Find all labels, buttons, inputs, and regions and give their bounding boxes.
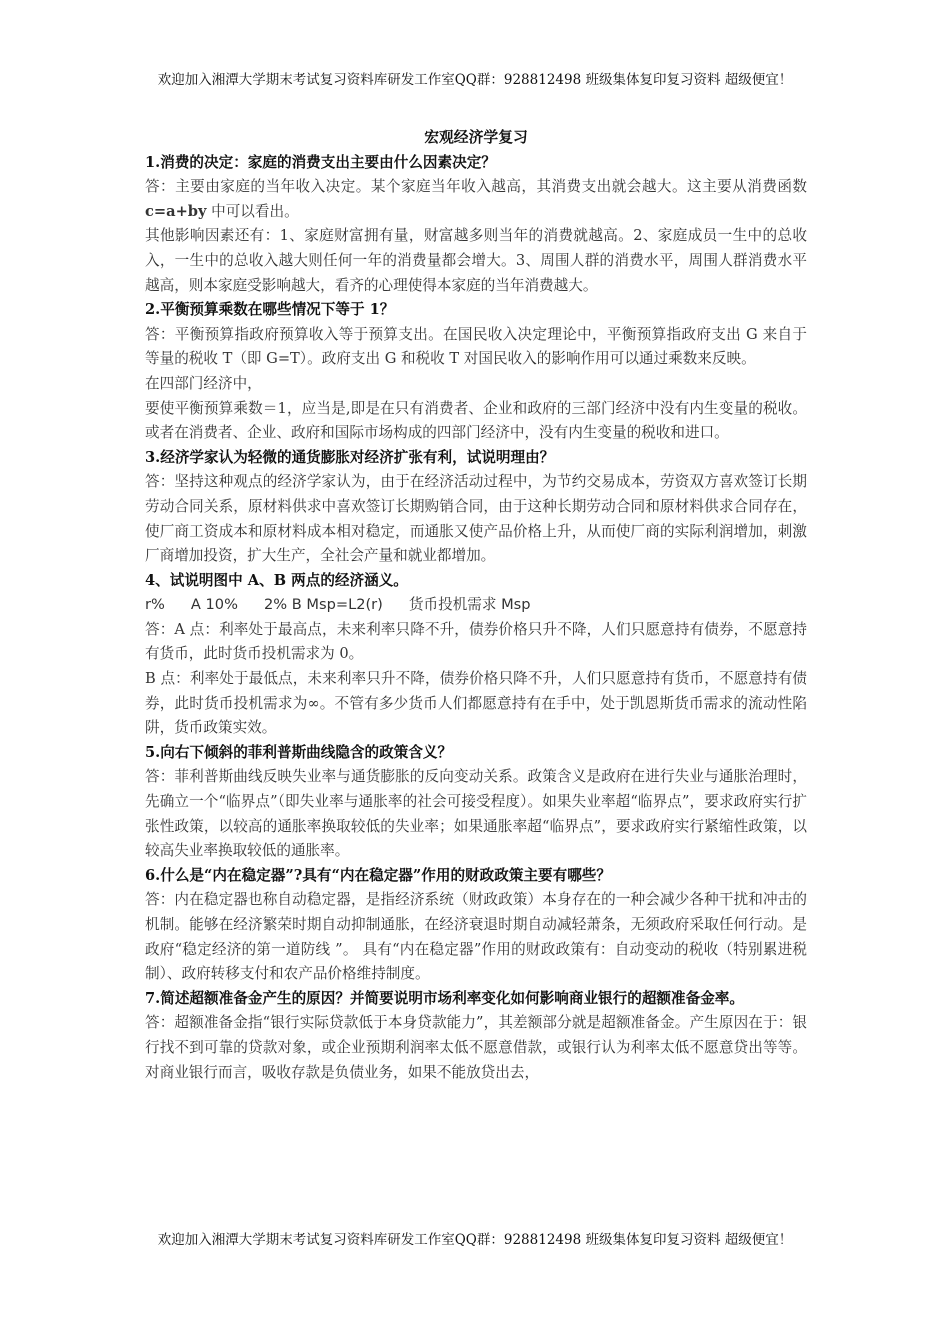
figure-r-label: r% [145, 596, 165, 614]
answer-6-paragraph-1: 答：内在稳定器也称自动稳定器，是指经济系统（财政政策）本身存在的一种会减少各种干扰和冲击的机制。能够在经济繁荣时期自动抑制通胀，在经济衰退时期自动减轻萧条，无须政府采取任何行动。是政府“稳定经济的第一道防线 ”。 具有“内在稳定器”作用的财政政策有：自动变动的税收（特别累进税制）、政府转移支付和农产品价格维持制度。 [145, 891, 807, 983]
document-body [145, 126, 807, 1085]
question-1: 1.消费的决定：家庭的消费支出主要由什么因素决定？ [145, 153, 496, 171]
answer-2-paragraph-3: 要使平衡预算乘数＝1，应当是,即是在只有消费者、企业和政府的三部门经济中没有内生变量的税收。或者在消费者、企业、政府和国际市场构成的四部门经济中，没有内生变量的税收和进口。 [145, 399, 807, 442]
figure-labels [145, 593, 807, 618]
answer-4-paragraph-1: 答：A 点：利率处于最高点，未来利率只降不升，债券价格只升不降，人们只愿意持有债券，不愿意持有货币，此时货币投机需求为 0。 [145, 620, 807, 663]
answer-2-paragraph-1: 答：平衡预算指政府预算收入等于预算支出。在国民收入决定理论中，平衡预算指政府支出 G 来自于等量的税收 T（即 G=T）。政府支出 G 和税收 T 对国民收入的影响作用可以通过乘数来反映。 [145, 325, 807, 368]
answer-4-paragraph-2: B 点：利率处于最低点，未来利率只升不降，债券价格只降不升，人们只愿意持有货币，不愿意持有债券，此时货币投机需求为∞。不管有多少货币人们都愿意持有在手中，处于凯恩斯货币需求的流动性陷阱，货币政策实效。 [145, 670, 807, 737]
question-3: 3.经济学家认为轻微的通货膨胀对经济扩张有利，试说明理由？ [145, 448, 555, 466]
question-4: 4、试说明图中 A、B 两点的经济涵义。 [145, 571, 408, 589]
answer-1-text-post: 中可以看出。 [206, 202, 299, 220]
answer-1-paragraph-2: 其他影响因素还有：1、家庭财富拥有量，财富越多则当年的消费就越高。2、家庭成员一生中的总收入，一生中的总收入越大则任何一年的消费量都会增大。3、周围人群的消费水平，周围人群消费水平越高，则本家庭受影响越大，看齐的心理使得本家庭的当年消费越大。 [145, 227, 807, 294]
question-7: 7.简述超额准备金产生的原因？并简要说明市场利率变化如何影响商业银行的超额准备金率。 [145, 989, 744, 1007]
answer-1-text-pre: 答：主要由家庭的当年收入决定。某个家庭当年收入越高，其消费支出就会越大。这主要从消费函数 [145, 178, 807, 196]
answer-1-paragraph-1 [145, 175, 807, 224]
page-header: 欢迎加入湘潭大学期末考试复习资料库研发工作室QQ群：928812498 班级集体复印复习资料 超级便宜！ [157, 72, 793, 88]
figure-a-label: A 10% [190, 596, 238, 614]
answer-3-paragraph-1: 答：坚持这种观点的经济学家认为，由于在经济活动过程中，为节约交易成本，劳资双方喜欢签订长期劳动合同关系，原材料供求中喜欢签订长期购销合同，由于这种长期劳动合同和原材料供求合同存在，使厂商工资成本和原材料成本相对稳定，而通胀又使产品价格上升，从而使厂商的实际利润增加，刺激厂商增加投资，扩大生产，全社会产量和就业都增加。 [145, 473, 807, 565]
question-6: 6.什么是“内在稳定器”?具有“内在稳定器”作用的财政政策主要有哪些？ [145, 866, 611, 884]
figure-b-label: 2% B Msp=L2(r) [263, 596, 383, 614]
answer-7-paragraph-1: 答：超额准备金指“银行实际贷款低于本身贷款能力”，其差额部分就是超额准备金。产生原因在于：银行找不到可靠的贷款对象，或企业预期利润率太低不愿意借款，或银行认为利率太低不愿意贷出等等。对商业银行而言，吸收存款是负债业务，如果不能放贷出去， [145, 1014, 807, 1081]
answer-2-paragraph-2: 在四部门经济中， [145, 374, 262, 392]
question-5: 5.向右下倾斜的菲利普斯曲线隐含的政策含义？ [145, 743, 453, 761]
answer-5-paragraph-1: 答：菲利普斯曲线反映失业率与通货膨胀的反向变动关系。政策含义是政府在进行失业与通胀治理时，先确立一个“临界点”（即失业率与通胀率的社会可接受程度）。如果失业率超“临界点”，要求政府实行扩张性政策，以较高的通胀率换取较低的失业率；如果通胀率超“临界点”，要求政府实行紧缩性政策，以较高失业率换取较低的通胀率。 [145, 768, 807, 860]
figure-msp-label: 货币投机需求 Msp [408, 596, 531, 614]
consumption-function: c=a+by [145, 202, 207, 220]
page-footer: 欢迎加入湘潭大学期末考试复习资料库研发工作室QQ群：928812498 班级集体复印复习资料 超级便宜！ [157, 1232, 793, 1248]
question-2: 2.平衡预算乘数在哪些情况下等于 1？ [145, 301, 395, 319]
document-title: 宏观经济学复习 [424, 129, 528, 146]
